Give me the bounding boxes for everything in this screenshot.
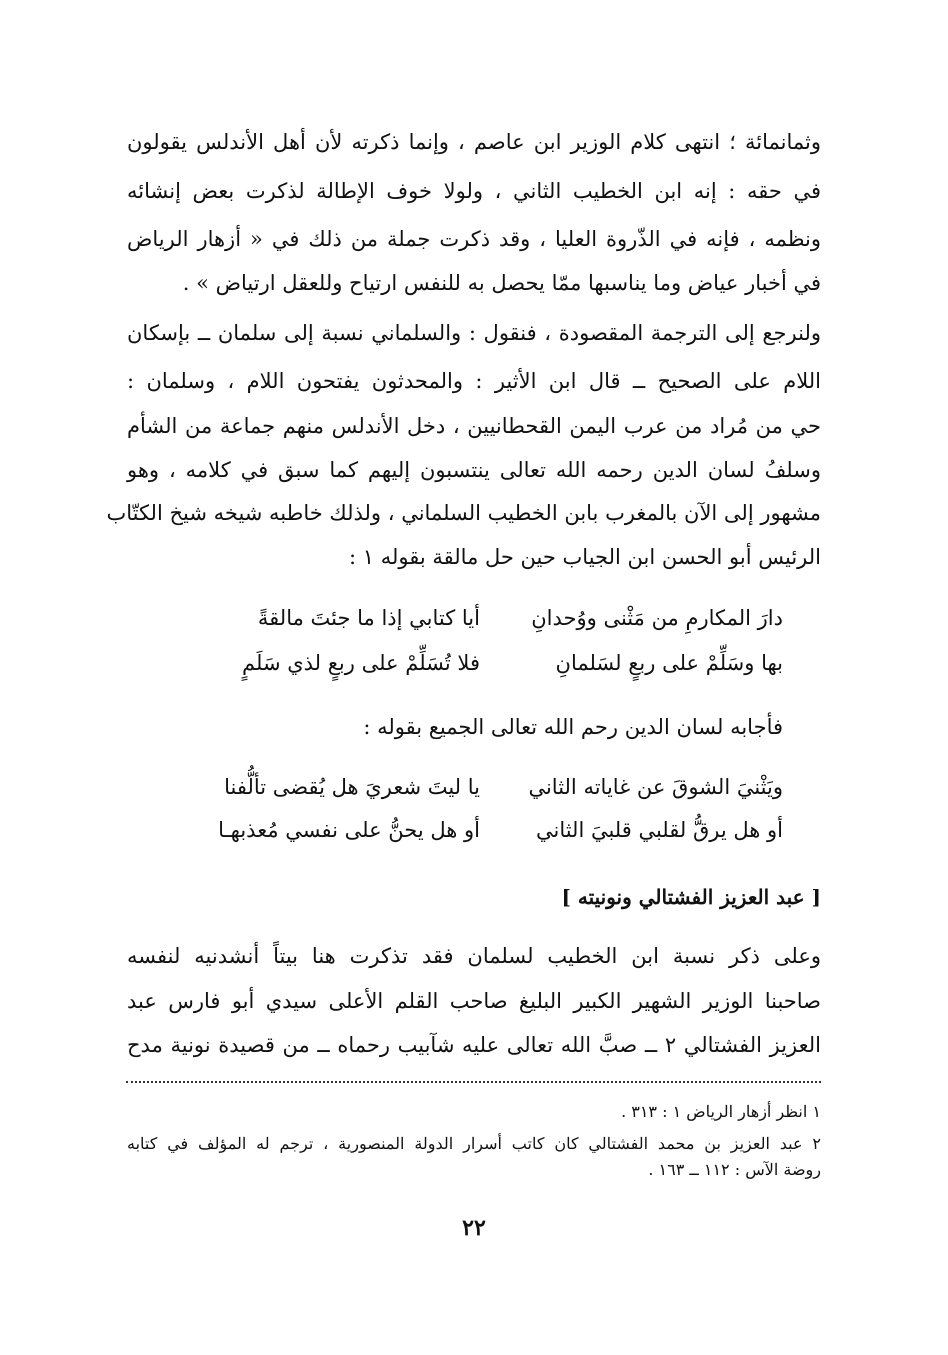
text-line: وعلى ذكر نسبة ابن الخطيب لسلمان فقد تذكرت هنا بيتاً أنشدنيه لنفسه [127,944,821,968]
footnote: ١ انظر أزهار الرياض ١ : ٣١٣ . [621,1102,821,1121]
verse-first-hemistich: فلا تُسَلِّمْ على ربعٍ لذي سَلَمٍ [242,651,480,675]
verse-first-hemistich: أيا كتابي إذا ما جئتَ مالقةً [257,606,480,630]
reply-intro: فأجابه لسان الدين رحم الله تعالى الجميع بقوله : [363,715,783,739]
text-line: مشهور إلى الآن بالمغرب بابن الخطيب السلماني ، ولذلك خاطبه شيخه شيخ الكتّاب [106,501,821,525]
footnote: روضة الآس : ١١٢ ــ ١٦٣ . [648,1160,821,1179]
section-title: [ عبد العزيز الفشتالي ونونيته ] [561,885,821,909]
verse-first-hemistich: أو هل يحنُّ على نفسي مُعذبهـا [218,818,480,842]
text-line: في حقه : إنه ابن الخطيب الثاني ، ولولا خوف الإطالة لذكرت بعض إنشائه [127,179,821,203]
verse-second-hemistich: ويَثْنيَ الشوقَ عن غاياته الثاني [528,775,783,799]
text-line: وثمانمائة ؛ انتهى كلام الوزير ابن عاصم ، وإنما ذكرته لأن أهل الأندلس يقولون [127,130,821,154]
text-line: العزيز الفشتالي ٢ ــ صبَّ الله تعالى عليه شآبيب رحماه ــ من قصيدة نونية مدح [127,1033,822,1057]
footnote: ٢ عبد العزيز بن محمد الفشتالي كان كاتب أسرار الدولة المنصورية ، ترجم له المؤلف في كتابه [127,1134,821,1153]
verse-first-hemistich: يا ليتَ شعريَ هل يُقضى تألُّفنا [224,775,480,799]
text-line: صاحبنا الوزير الشهير الكبير البليغ صاحب القلم الأعلى سيدي أبو فارس عبد [127,989,821,1013]
page-number: ٢٢ [462,1215,486,1241]
text-line: ونظمه ، فإنه في الذّروة العليا ، وقد ذكرت جملة من ذلك في « أزهار الرياض [127,227,821,251]
verse-second-hemistich: أو هل يرقُّ لقلبي قلبيَ الثاني [535,818,783,842]
text-line: وسلفُ لسان الدين رحمه الله تعالى ينتسبون إليهم كما سبق في كلامه ، وهو [127,458,821,482]
text-line: الرئيس أبو الحسن ابن الجياب حين حل مالقة بقوله ١ : [349,545,821,569]
verse-second-hemistich: دارَ المكارمِ من مَثْنى ووُحدانِ [531,606,783,630]
text-line: ولنرجع إلى الترجمة المقصودة ، فنقول : والسلماني نسبة إلى سلمان ــ بإسكان [127,321,821,345]
footnote-separator [126,1081,821,1083]
text-line: حي من مُراد من عرب اليمن القحطانيين ، دخل الأندلس منهم جماعة من الشأم [127,414,821,438]
verse-second-hemistich: بها وسَلِّمْ على ربعٍ لسَلمانِ [555,651,783,675]
text-line: في أخبار عياض وما يناسبها ممّا يحصل به للنفس ارتياح وللعقل ارتياض » . [182,271,821,295]
text-line: اللام على الصحيح ــ قال ابن الأثير : والمحدثون يفتحون اللام ، وسلمان : [127,369,821,393]
